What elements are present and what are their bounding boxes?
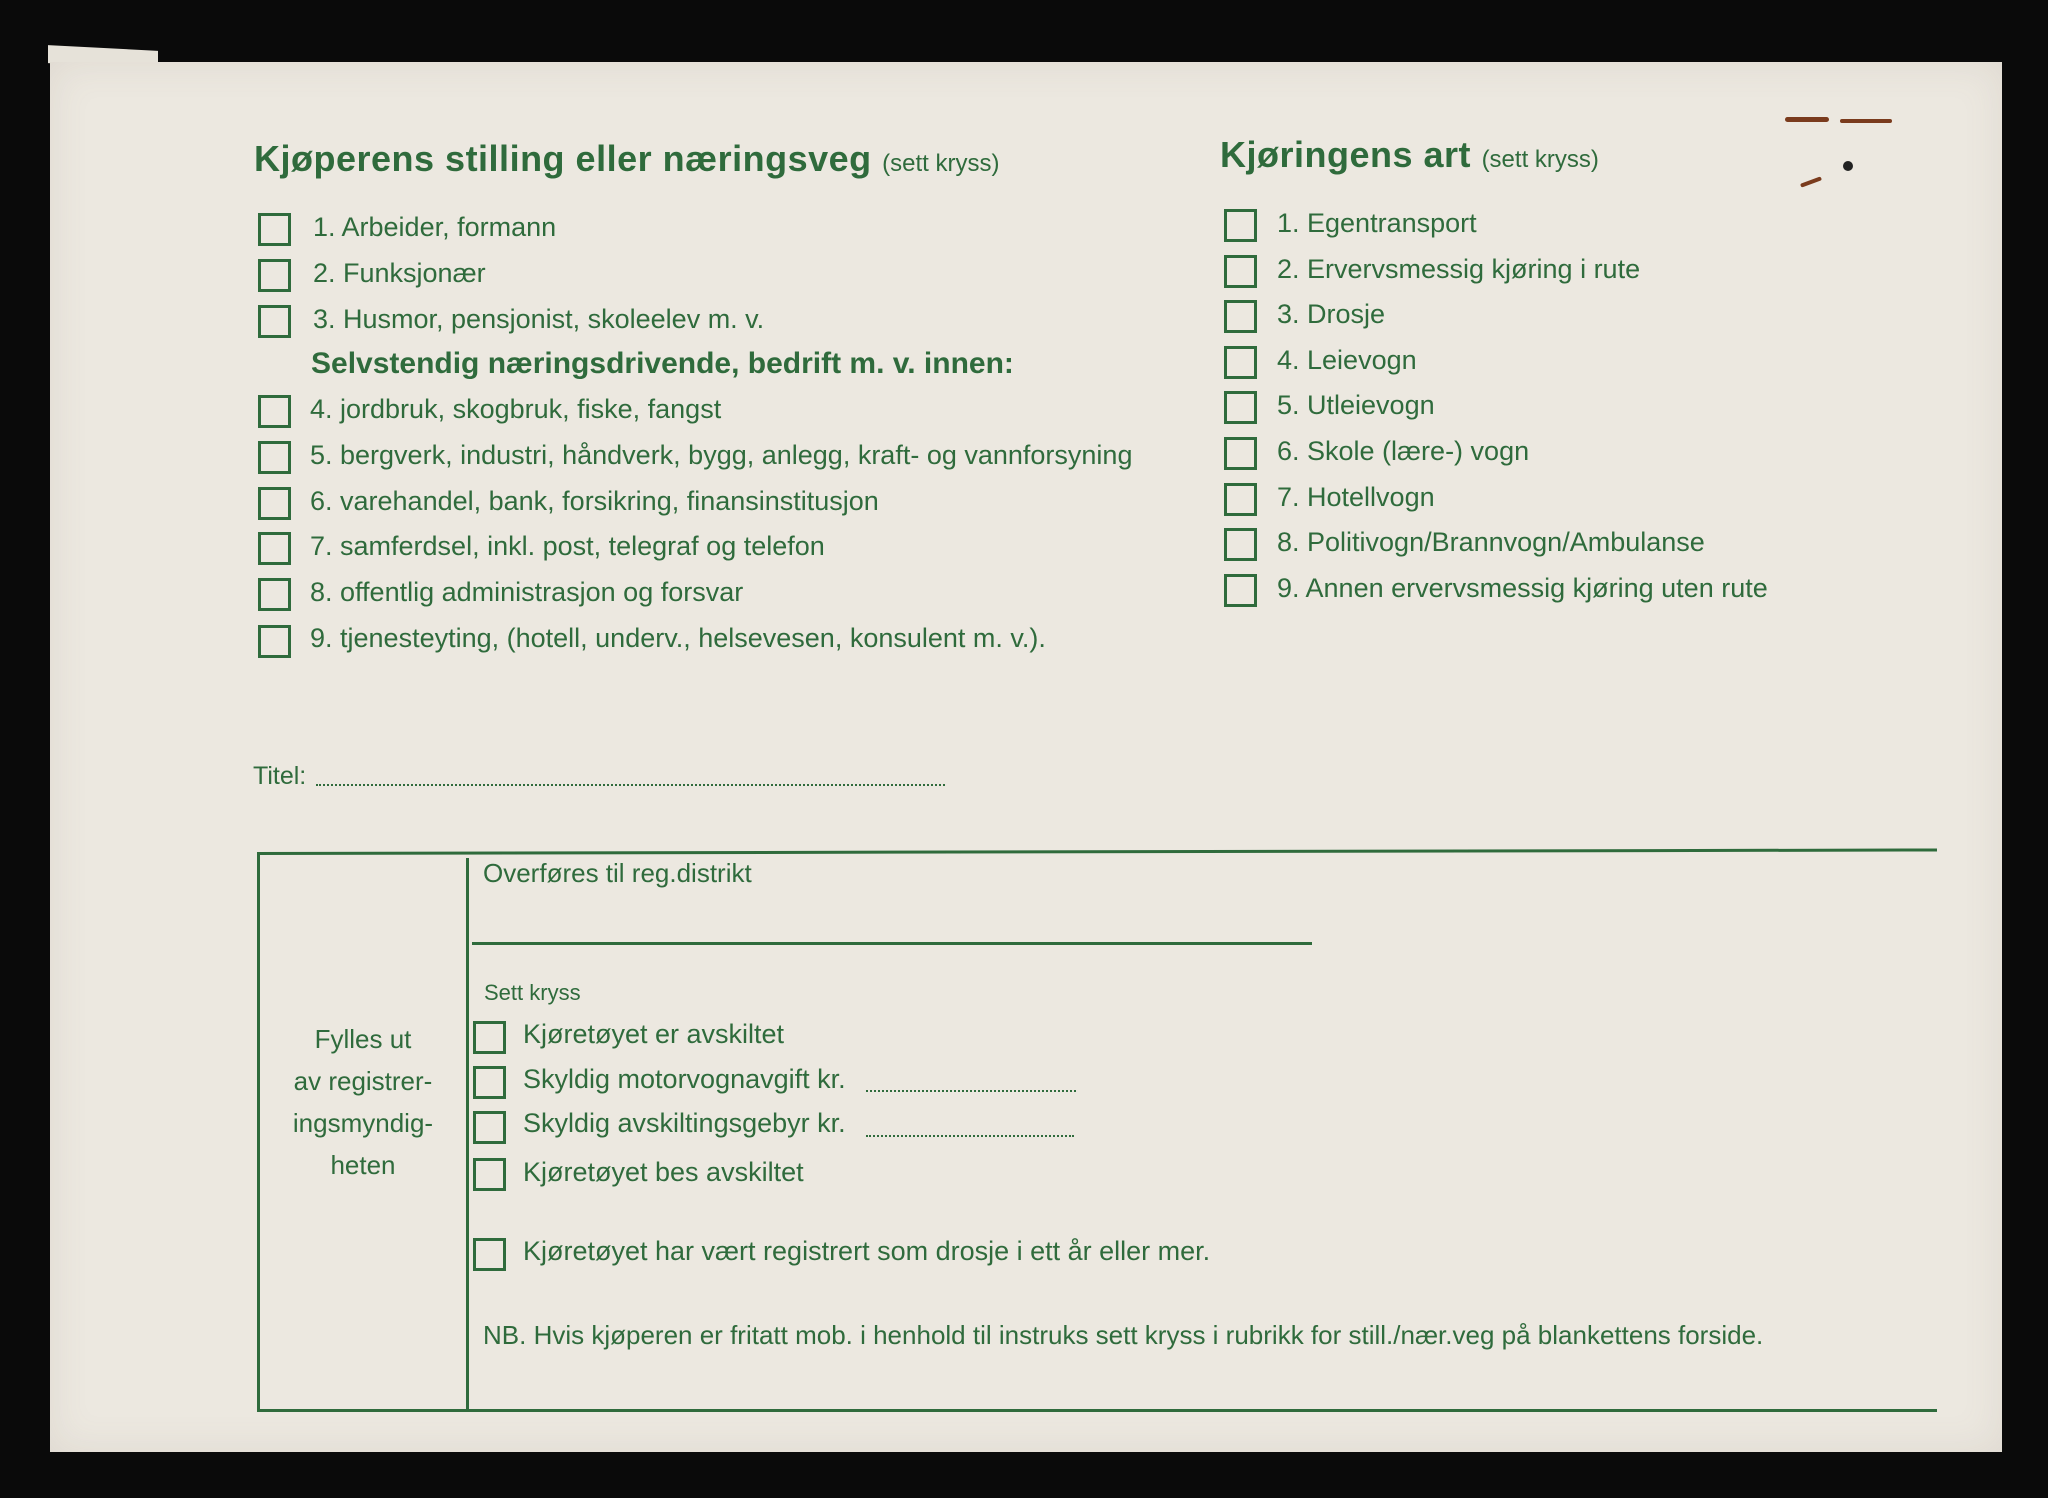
- checkbox-drosje-registrert[interactable]: [473, 1238, 506, 1271]
- option-label: 5. bergverk, industri, håndverk, bygg, anlegg, kraft- og vannforsyning: [310, 440, 1133, 470]
- side-label: [260, 1018, 466, 1186]
- checkbox-arbeider[interactable]: [258, 213, 291, 246]
- stain-mark: [1843, 161, 1853, 171]
- check-label: Kjøretøyet er avskiltet: [523, 1019, 785, 1049]
- checkbox-hotellvogn[interactable]: [1224, 483, 1257, 516]
- option-label: 1. Arbeider, formann: [313, 212, 557, 242]
- checkbox-avskiltet[interactable]: [473, 1021, 506, 1054]
- checkbox-jordbruk[interactable]: [258, 395, 291, 428]
- checkbox-leievogn[interactable]: [1224, 346, 1257, 379]
- side-label-line: Fylles ut: [314, 1024, 412, 1054]
- check-label: Kjøretøyet har vært registrert som drosje i ett år eller mer.: [523, 1236, 1211, 1266]
- stain-mark: [1785, 117, 1829, 122]
- side-label-line: ingsmyndig-: [292, 1108, 434, 1138]
- option-label: 3. Husmor, pensjonist, skoleelev m. v.: [313, 304, 765, 334]
- titel-label: Titel:: [253, 762, 307, 790]
- checkbox-drosje[interactable]: [1224, 300, 1257, 333]
- option-label: 4. jordbruk, skogbruk, fiske, fangst: [310, 394, 722, 424]
- checkbox-motorvognavgift[interactable]: [473, 1066, 506, 1099]
- option-label: 5. Utleievogn: [1277, 390, 1435, 420]
- option-label: 3. Drosje: [1277, 299, 1386, 329]
- avskiltingsgebyr-amount-field[interactable]: [866, 1135, 1074, 1137]
- option-label: 7. samferdsel, inkl. post, telegraf og telefon: [310, 531, 825, 561]
- option-label: 6. Skole (lære-) vogn: [1277, 436, 1530, 466]
- checkbox-funksjonaer[interactable]: [258, 259, 291, 292]
- transfer-label: Overføres til reg.distrikt: [483, 858, 752, 888]
- transfer-field-line[interactable]: [472, 942, 1312, 945]
- option-label: 9. tjenesteyting, (hotell, underv., helsevesen, konsulent m. v.).: [310, 623, 1046, 653]
- option-label: 9. Annen ervervsmessig kjøring uten rute: [1277, 573, 1768, 603]
- checkbox-tjenesteyting[interactable]: [258, 625, 291, 658]
- checkbox-egentransport[interactable]: [1224, 209, 1257, 242]
- checkbox-skolevogn[interactable]: [1224, 437, 1257, 470]
- checkbox-politivogn[interactable]: [1224, 528, 1257, 561]
- side-label-line: av registrer-: [293, 1066, 433, 1096]
- option-label: 4. Leievogn: [1277, 345, 1417, 375]
- left-section-title: Kjøperens stilling eller næringsveg (sett kryss): [254, 138, 1000, 179]
- right-section-title: Kjøringens art (sett kryss): [1220, 134, 1599, 175]
- checkbox-varehandel[interactable]: [258, 487, 291, 520]
- checkbox-bergverk[interactable]: [258, 441, 291, 474]
- subheading: Selvstendig næringsdrivende, bedrift m. v. innen:: [311, 347, 1014, 380]
- checkbox-husmor[interactable]: [258, 305, 291, 338]
- check-label: Skyldig avskiltingsgebyr kr.: [523, 1108, 846, 1138]
- option-label: 2. Ervervsmessig kjøring i rute: [1277, 254, 1641, 284]
- checkbox-utleievogn[interactable]: [1224, 391, 1257, 424]
- option-label: 8. offentlig administrasjon og forsvar: [310, 577, 744, 607]
- checkbox-offentlig[interactable]: [258, 578, 291, 611]
- side-label-line: heten: [330, 1150, 396, 1180]
- check-label: Skyldig motorvognavgift kr.: [523, 1064, 846, 1094]
- box-bottom-border: [257, 1409, 1937, 1412]
- stain-mark: [1840, 119, 1892, 123]
- check-label: Kjøretøyet bes avskiltet: [523, 1157, 804, 1187]
- box-divider: [466, 858, 469, 1409]
- checkbox-rute[interactable]: [1224, 255, 1257, 288]
- nb-note: NB. Hvis kjøperen er fritatt mob. i henhold til instruks sett kryss i rubrikk for still./nær.veg på blankettens forside.: [483, 1320, 1764, 1350]
- sett-kryss-label: Sett kryss: [484, 980, 581, 1005]
- option-label: 2. Funksjonær: [313, 258, 486, 288]
- titel-field[interactable]: [316, 784, 945, 786]
- option-label: 7. Hotellvogn: [1277, 482, 1435, 512]
- checkbox-avskiltingsgebyr[interactable]: [473, 1111, 506, 1144]
- checkbox-bes-avskiltet[interactable]: [473, 1158, 506, 1191]
- checkbox-annen[interactable]: [1224, 574, 1257, 607]
- option-label: 8. Politivogn/Brannvogn/Ambulanse: [1277, 527, 1705, 557]
- option-label: 6. varehandel, bank, forsikring, finansinstitusjon: [310, 486, 879, 516]
- checkbox-samferdsel[interactable]: [258, 532, 291, 565]
- motorvognavgift-amount-field[interactable]: [866, 1090, 1076, 1092]
- option-label: 1. Egentransport: [1277, 208, 1477, 238]
